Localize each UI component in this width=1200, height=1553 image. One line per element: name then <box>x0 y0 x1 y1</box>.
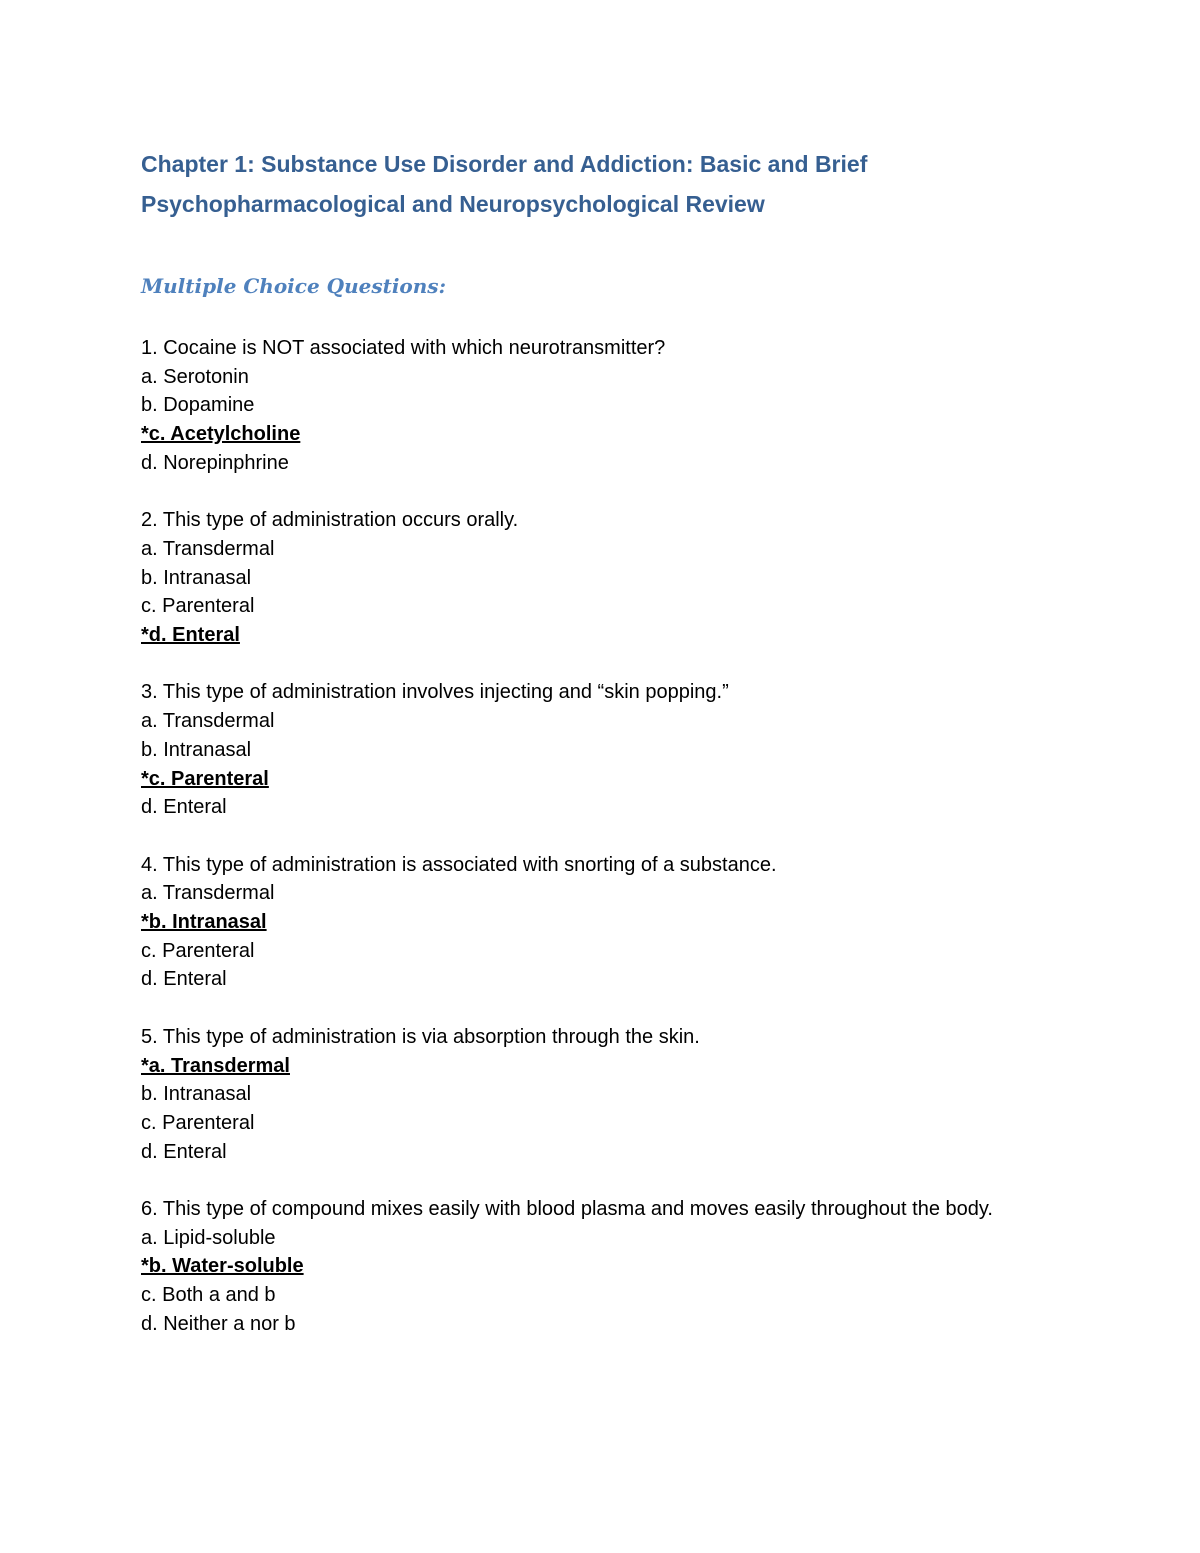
question-4 <box>141 851 1041 995</box>
answer-option: c. Parenteral <box>141 595 255 618</box>
correct-answer-option: *b. Intranasal <box>141 911 267 934</box>
answer-option: a. Transdermal <box>141 882 275 905</box>
question-text: 1. Cocaine is NOT associated with which neurotransmitter? <box>141 337 666 359</box>
answer-option: c. Parenteral <box>141 939 255 962</box>
answer-option: c. Both a and b <box>141 1284 276 1307</box>
answer-option: b. Dopamine <box>141 394 255 417</box>
question-list <box>141 334 1041 1367</box>
answer-option: d. Norepinphrine <box>141 451 289 474</box>
answer-option: d. Neither a nor b <box>141 1312 296 1335</box>
question-1 <box>141 334 1041 478</box>
question-text: 3. This type of administration involves injecting and “skin popping.” <box>141 681 729 704</box>
chapter-title-line-1: Chapter 1: Substance Use Disorder and Addiction: Basic and Brief <box>141 151 868 177</box>
question-text: 5. This type of administration is via absorption through the skin. <box>141 1025 700 1048</box>
question-6 <box>141 1195 1041 1339</box>
question-text: 6. This type of compound mixes easily with blood plasma and moves easily throughout the body. <box>141 1198 993 1221</box>
answer-option: c. Parenteral <box>141 1111 255 1134</box>
answer-option: a. Transdermal <box>141 710 275 733</box>
question-3 <box>141 678 1041 822</box>
correct-answer-option: *c. Parenteral <box>141 767 269 790</box>
question-text: 4. This type of administration is associated with snorting of a substance. <box>141 853 777 876</box>
document-page <box>141 144 1041 1335</box>
question-2 <box>141 506 1041 650</box>
question-text: 2. This type of administration occurs orally. <box>141 509 519 532</box>
answer-option: a. Transdermal <box>141 537 275 560</box>
answer-option: a. Serotonin <box>141 365 249 388</box>
answer-option: d. Enteral <box>141 968 227 991</box>
correct-answer-option: *c. Acetylcholine <box>141 423 301 446</box>
answer-option: b. Intranasal <box>141 1083 252 1106</box>
answer-option: b. Intranasal <box>141 738 252 761</box>
question-5 <box>141 1023 1041 1167</box>
answer-option: d. Enteral <box>141 796 227 819</box>
section-heading: Multiple Choice Questions: <box>141 274 446 298</box>
answer-option: a. Lipid-soluble <box>141 1226 276 1249</box>
correct-answer-option: *b. Water-soluble <box>141 1255 304 1278</box>
answer-option: b. Intranasal <box>141 566 252 589</box>
chapter-title-line-2: Psychopharmacological and Neuropsychological Review <box>141 191 765 217</box>
answer-option: d. Enteral <box>141 1140 227 1163</box>
correct-answer-option: *d. Enteral <box>141 624 240 647</box>
correct-answer-option: *a. Transdermal <box>141 1054 290 1077</box>
chapter-title <box>141 144 1041 224</box>
